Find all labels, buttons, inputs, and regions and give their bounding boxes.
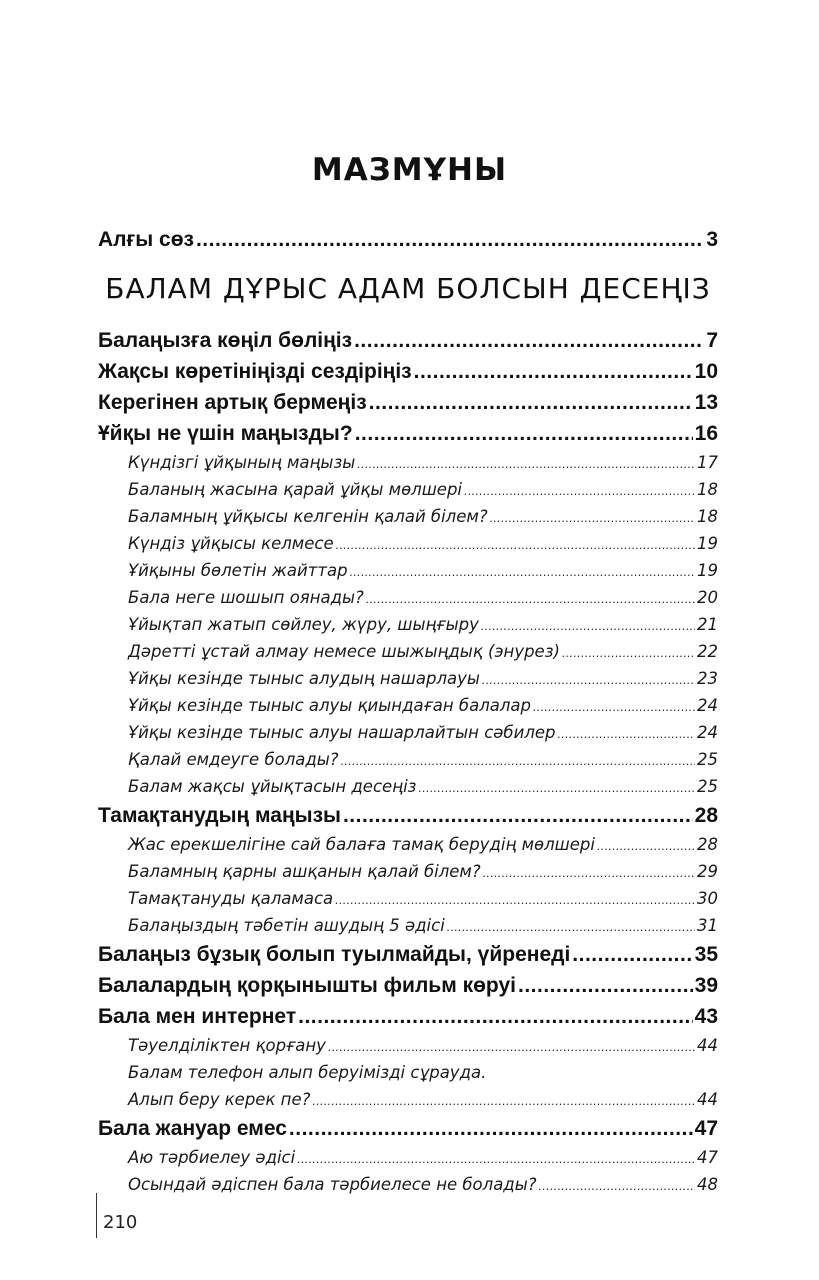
dot-leader [355, 418, 693, 449]
toc-entry-text: Ұйқы кезінде тыныс алуы қиындаған балалар [128, 696, 531, 715]
toc-entry-page: 16 [694, 422, 718, 445]
toc-entry-page: 25 [697, 750, 718, 769]
toc-subentry[interactable] [98, 912, 718, 939]
toc-entry-text: Тамақтанудың маңызы [98, 804, 341, 827]
toc-entry-page: 43 [694, 1005, 718, 1028]
toc-entry-page: 22 [697, 642, 718, 661]
toc-subentry[interactable] [98, 885, 718, 912]
toc-entry[interactable] [98, 418, 718, 449]
toc-entry-text: Тамақтануды қаламаса [128, 889, 334, 908]
toc-entry-page: 24 [697, 696, 718, 715]
toc-entry-text: Керегінен артық бермеңіз [98, 391, 367, 414]
dot-leader [350, 559, 695, 586]
section-title: БАЛАМ ДҰРЫС АДАМ БОЛСЫН ДЕСЕҢІЗ [105, 272, 711, 305]
toc-subentry[interactable] [98, 773, 718, 800]
toc-entry-page: 18 [697, 507, 718, 526]
toc-entry-text: Күндіз ұйқысы келмесе [128, 534, 334, 553]
dot-leader [336, 532, 695, 559]
toc-subentry[interactable] [98, 719, 718, 746]
toc-entry-page: 30 [697, 889, 718, 908]
toc-subentry[interactable] [98, 530, 718, 557]
dot-leader [597, 833, 695, 860]
toc-entry[interactable] [98, 1113, 718, 1144]
toc-intro [98, 224, 718, 255]
toc-entry-text: Балаңызға көңіл бөліңіз [98, 329, 353, 352]
toc-entry-page: 7 [706, 329, 718, 352]
toc-entry-page: 47 [694, 1117, 718, 1140]
dot-leader [518, 970, 693, 1001]
toc-subentry[interactable] [98, 638, 718, 665]
dot-leader [414, 356, 693, 387]
toc-entry-page: 44 [697, 1090, 718, 1109]
toc-entry-text: Баламның қарны ашқанын қалай білем? [128, 862, 481, 881]
toc-entry-text: Балаңыз бұзық болып туылмайды, үйренеді [98, 943, 571, 966]
toc-entry-page: 10 [694, 360, 718, 383]
toc-entry-text: Ұйқы кезінде тыныс алудың нашарлауы [128, 669, 480, 688]
toc-entry-text: Ұйықтап жатып сөйлеу, жүру, шыңғыру [128, 615, 479, 634]
page-title: МАЗМҰНЫ [311, 152, 508, 188]
toc-subentry[interactable] [98, 1171, 718, 1198]
dot-leader [354, 325, 704, 356]
dot-leader [481, 613, 695, 640]
toc-entry-text: Балам телефон алып беруімізді сұрауда. [128, 1063, 487, 1082]
toc-entry[interactable] [98, 356, 718, 387]
toc-subentry-first-line[interactable] [98, 1059, 718, 1086]
toc-entry-text: Алып беру керек пе? [128, 1090, 311, 1109]
dot-leader [335, 887, 695, 914]
toc-entry-text: Ұйқы не үшін маңызды? [98, 422, 353, 445]
toc-entry-intro[interactable] [98, 224, 718, 255]
toc-entry-page: 23 [697, 669, 718, 688]
table-of-contents [98, 325, 718, 1198]
dot-leader [196, 224, 704, 255]
toc-entry-text: Баламның ұйқысы келгенін қалай білем? [128, 507, 488, 526]
toc-entry[interactable] [98, 387, 718, 418]
toc-entry-text: Балам жақсы ұйықтасын десеңіз [128, 777, 417, 796]
toc-entry-text: Балаңыздың тәбетін ашудың 5 әдісі [128, 916, 445, 935]
dot-leader [312, 1088, 695, 1115]
toc-entry-page: 47 [697, 1148, 718, 1167]
toc-entry-text: Ұйқы кезінде тыныс алуы нашарлайтын сәбилер [128, 723, 556, 742]
toc-entry-page: 20 [697, 588, 718, 607]
toc-subentry[interactable] [98, 692, 718, 719]
toc-subentry[interactable] [98, 1144, 718, 1171]
toc-entry-text: Бала жануар емес [98, 1117, 287, 1140]
dot-leader [539, 1173, 696, 1200]
dot-leader [343, 800, 693, 831]
toc-entry-text: Бала неге шошып оянады? [128, 588, 364, 607]
toc-subentry[interactable] [98, 449, 718, 476]
toc-entry[interactable] [98, 800, 718, 831]
dot-leader [490, 505, 695, 532]
toc-entry-text: Балалардың қорқынышты фильм көруі [98, 974, 516, 997]
dot-leader [558, 721, 695, 748]
toc-subentry[interactable] [98, 503, 718, 530]
toc-entry-text: Тәуелділіктен қорғану [128, 1036, 326, 1055]
toc-entry-page: 31 [697, 916, 718, 935]
toc-entry-text: Күндізгі ұйқының маңызы [128, 453, 356, 472]
toc-entry-text: Жақсы көретініңізді сездіріңіз [98, 360, 412, 383]
dot-leader [357, 451, 695, 478]
toc-entry-page: 28 [694, 804, 718, 827]
toc-entry[interactable] [98, 1001, 718, 1032]
toc-entry-page: 48 [697, 1175, 718, 1194]
toc-subentry[interactable] [98, 476, 718, 503]
toc-entry-page: 29 [697, 862, 718, 881]
dot-leader [464, 478, 695, 505]
toc-entry-text: Алғы сөз [98, 228, 194, 251]
dot-leader [482, 667, 695, 694]
footer-rule [96, 1193, 97, 1238]
dot-leader [533, 694, 695, 721]
toc-entry-text: Осындай әдіспен бала тәрбиелесе не болады? [128, 1175, 537, 1194]
toc-entry-page: 44 [697, 1036, 718, 1055]
page-number: 210 [103, 1212, 138, 1233]
toc-entry-page: 18 [697, 480, 718, 499]
dot-leader [297, 1146, 695, 1173]
toc-entry-text: Жас ерекшелігіне сай балаға тамақ берудің мөлшері [128, 835, 595, 854]
dot-leader [483, 860, 695, 887]
dot-leader [341, 748, 695, 775]
toc-subentry[interactable] [98, 611, 718, 638]
toc-entry-page: 35 [694, 943, 718, 966]
toc-entry-page: 39 [694, 974, 718, 997]
toc-entry-page: 19 [697, 561, 718, 580]
toc-entry[interactable] [98, 939, 718, 970]
toc-entry-text: Баланың жасына қарай ұйқы мөлшері [128, 480, 463, 499]
toc-subentry[interactable] [98, 557, 718, 584]
toc-entry-text: Дәретті ұстай алмау немесе шыжыңдық (энурез) [128, 642, 560, 661]
toc-entry-page: 24 [697, 723, 718, 742]
dot-leader [366, 586, 695, 613]
toc-entry-page: 13 [694, 391, 718, 414]
toc-entry-page: 28 [697, 835, 718, 854]
toc-entry-page: 25 [697, 777, 718, 796]
dot-leader [369, 387, 693, 418]
toc-entry-page: 21 [697, 615, 718, 634]
toc-entry-page: 19 [697, 534, 718, 553]
toc-entry-text: Аю тәрбиелеу әдісі [128, 1148, 296, 1167]
toc-entry-page: 17 [697, 453, 718, 472]
toc-subentry[interactable] [98, 584, 718, 611]
toc-entry-page: 3 [706, 228, 718, 251]
dot-leader [298, 1001, 693, 1032]
toc-entry-text: Қалай емдеуге болады? [128, 750, 339, 769]
toc-entry-text: Бала мен интернет [98, 1005, 297, 1028]
dot-leader [447, 914, 695, 941]
toc-subentry[interactable] [98, 858, 718, 885]
dot-leader [328, 1034, 695, 1061]
dot-leader [418, 775, 695, 802]
toc-subentry[interactable] [98, 1086, 718, 1113]
toc-subentry[interactable] [98, 1032, 718, 1059]
toc-entry[interactable] [98, 325, 718, 356]
dot-leader [562, 640, 695, 667]
toc-subentry[interactable] [98, 665, 718, 692]
dot-leader [289, 1113, 693, 1144]
toc-entry-text: Ұйқыны бөлетін жайттар [128, 561, 348, 580]
toc-entry[interactable] [98, 970, 718, 1001]
toc-subentry[interactable] [98, 746, 718, 773]
toc-subentry[interactable] [98, 831, 718, 858]
dot-leader [572, 939, 692, 970]
